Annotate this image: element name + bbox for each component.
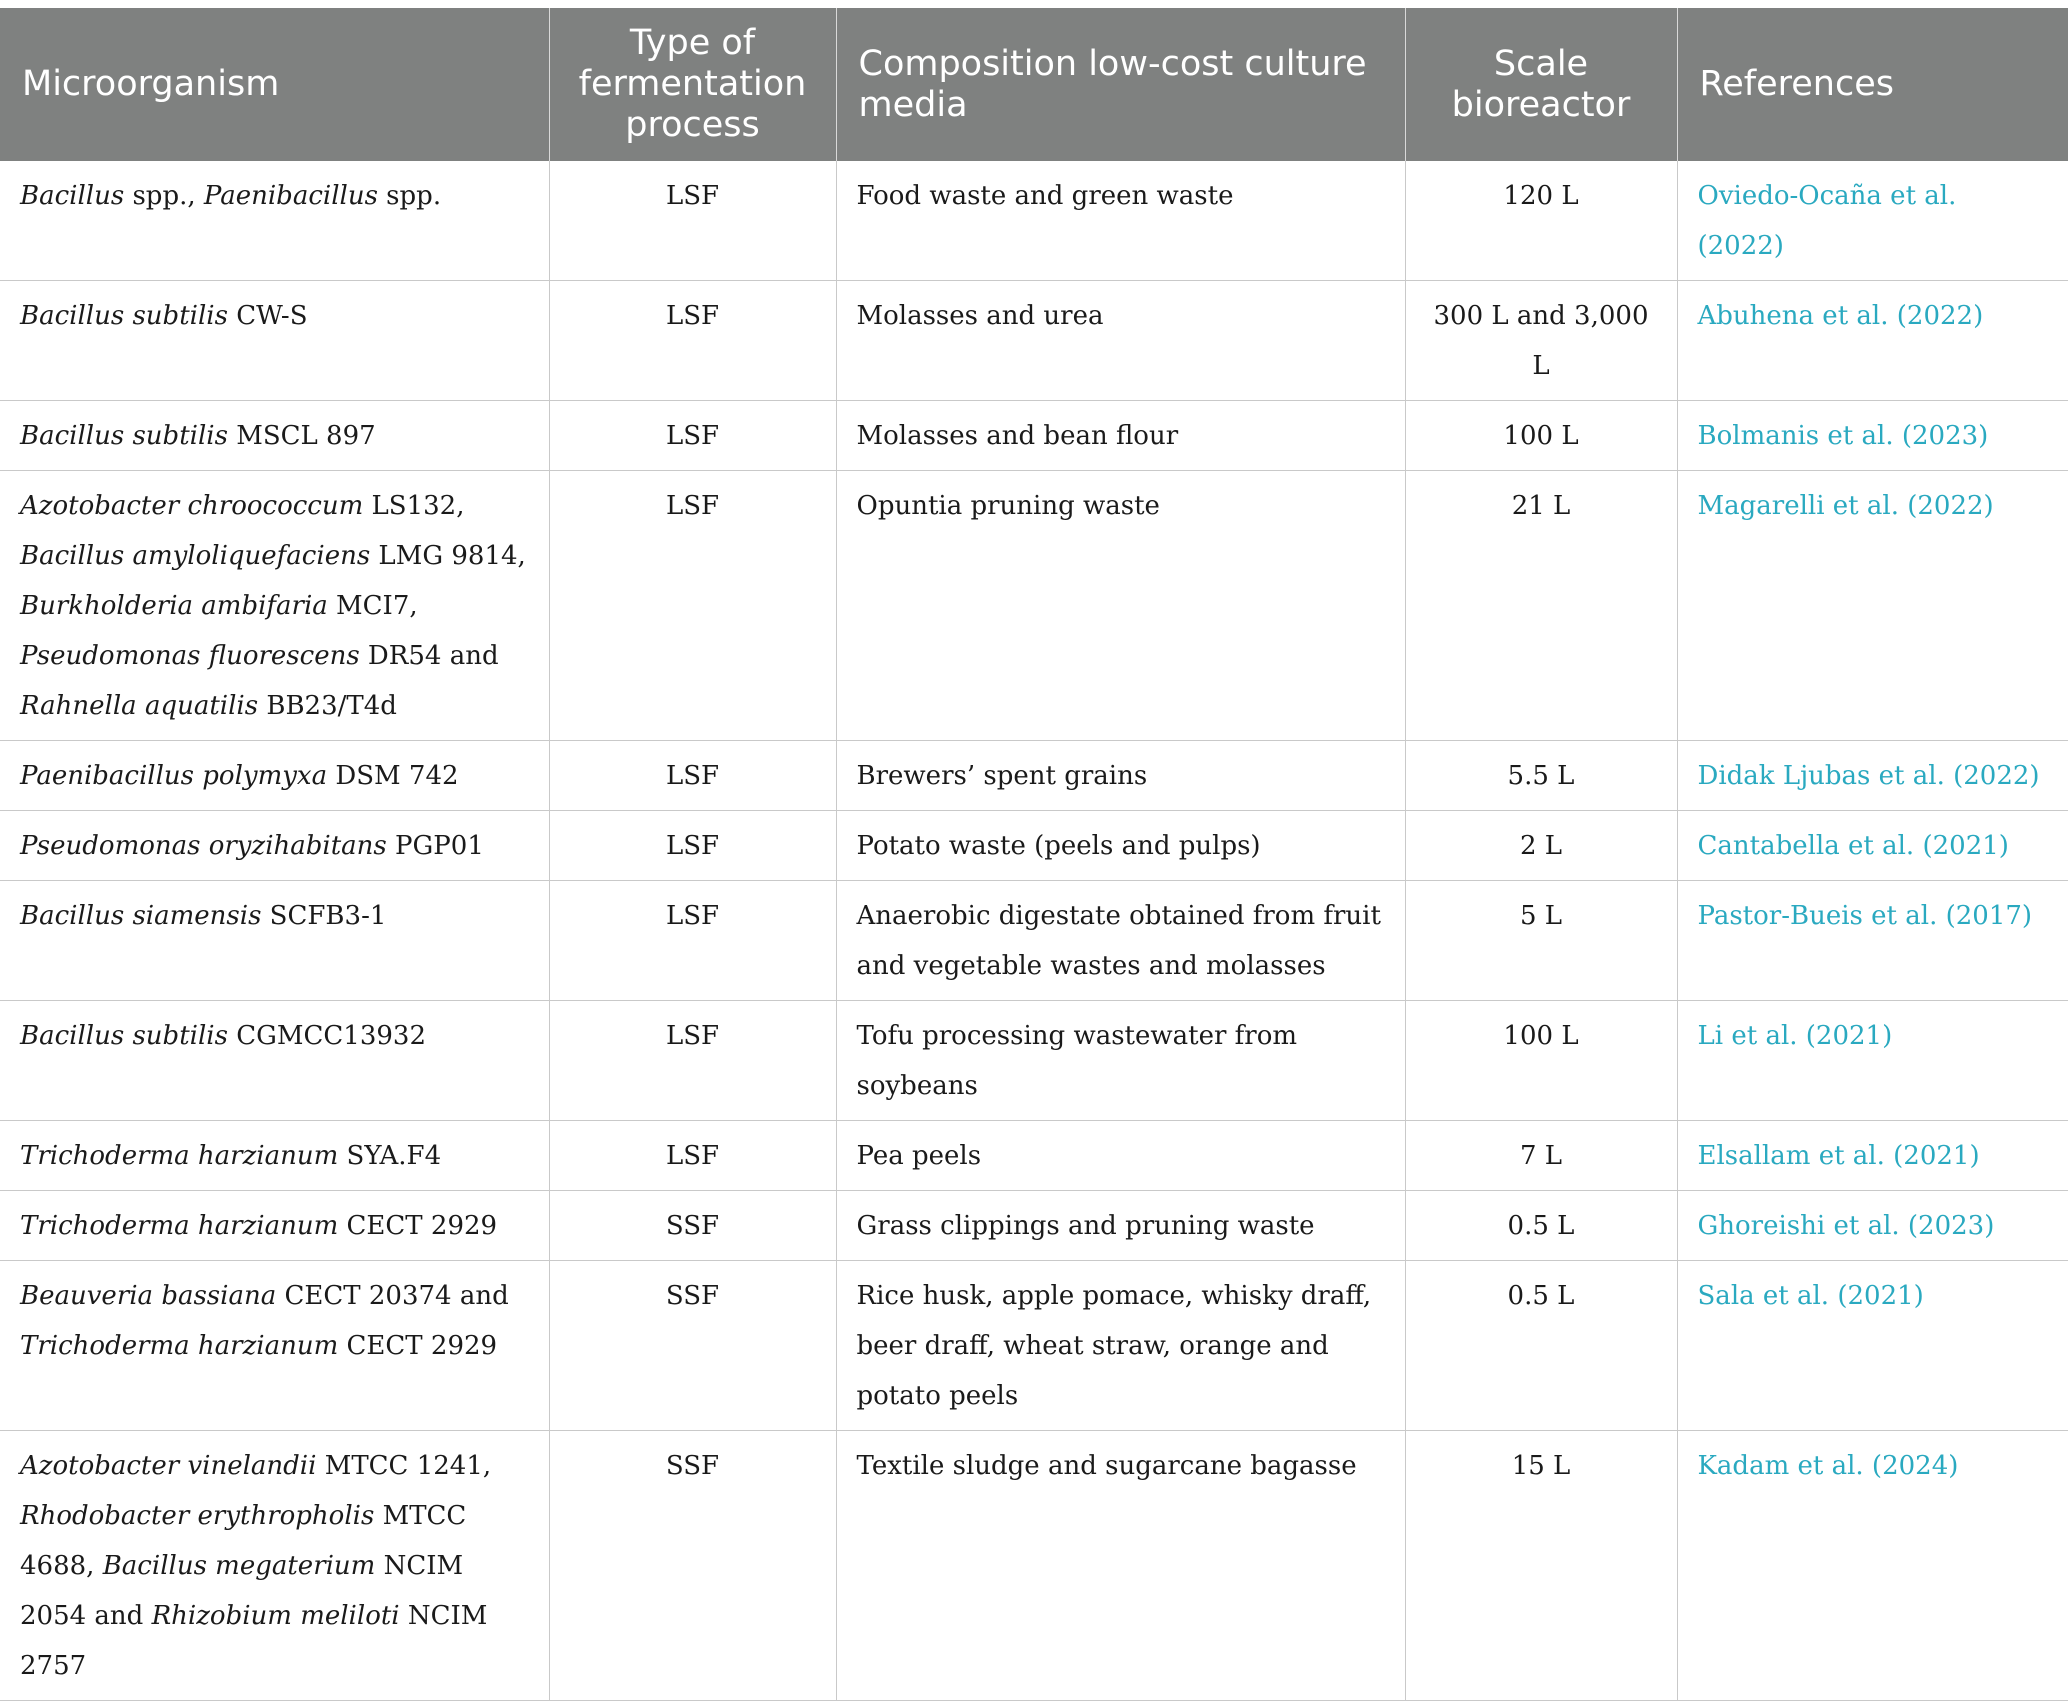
cell-fermentation-type: LSF — [549, 811, 836, 881]
strain-text: CECT 2929 — [338, 1211, 498, 1241]
species-name: Bacillus subtilis — [20, 421, 228, 451]
table-row — [0, 1191, 2068, 1261]
species-name: Pseudomonas oryzihabitans — [20, 831, 387, 861]
strain-text: MTCC 4688, — [20, 1501, 467, 1581]
cell-culture-media: Brewers’ spent grains — [836, 741, 1405, 811]
species-name: Azotobacter vinelandii — [20, 1451, 317, 1481]
cell-culture-media: Potato waste (peels and pulps) — [836, 811, 1405, 881]
cell-microorganism — [0, 881, 549, 1001]
species-name: Bacillus megaterium — [102, 1551, 376, 1581]
cell-fermentation-type: LSF — [549, 401, 836, 471]
cell-microorganism — [0, 741, 549, 811]
cell-culture-media: Molasses and bean flour — [836, 401, 1405, 471]
cell-culture-media: Opuntia pruning waste — [836, 471, 1405, 741]
table-row — [0, 1261, 2068, 1431]
cell-fermentation-type: LSF — [549, 741, 836, 811]
table-row — [0, 471, 2068, 741]
species-name: Bacillus — [20, 181, 125, 211]
species-name: Bacillus siamensis — [20, 901, 262, 931]
cell-microorganism — [0, 1191, 549, 1261]
reference-link[interactable]: Elsallam et al. (2021) — [1677, 1121, 2068, 1191]
strain-text: BB23/T4d — [258, 691, 397, 721]
species-name: Trichoderma harzianum — [20, 1141, 339, 1171]
table-row — [0, 741, 2068, 811]
reference-link[interactable]: Oviedo-Ocaña et al. (2022) — [1677, 161, 2068, 281]
header-fermentation-type: Type of fermentation process — [549, 8, 836, 161]
species-name: Bacillus subtilis — [20, 301, 228, 331]
cell-culture-media: Grass clippings and pruning waste — [836, 1191, 1405, 1261]
strain-text: CW-S — [227, 301, 308, 331]
cell-fermentation-type: SSF — [549, 1431, 836, 1701]
strain-text: PGP01 — [386, 831, 484, 861]
species-name: Trichoderma harzianum — [20, 1211, 339, 1241]
microorganism-table — [0, 8, 2068, 1701]
cell-culture-media: Anaerobic digestate obtained from fruit and vegetable wastes and molasses — [836, 881, 1405, 1001]
cell-microorganism — [0, 1121, 549, 1191]
strain-text: MCI7, — [327, 591, 418, 621]
header-scale-bioreactor: Scale bioreactor — [1405, 8, 1677, 161]
cell-culture-media: Food waste and green waste — [836, 161, 1405, 281]
cell-culture-media: Molasses and urea — [836, 281, 1405, 401]
strain-text: NCIM 2054 and — [20, 1551, 464, 1631]
header-references: References — [1677, 8, 2068, 161]
header-microorganism: Microorganism — [0, 8, 549, 161]
cell-culture-media: Pea peels — [836, 1121, 1405, 1191]
cell-microorganism — [0, 1431, 549, 1701]
cell-microorganism — [0, 161, 549, 281]
species-name: Bacillus subtilis — [20, 1021, 228, 1051]
strain-text: DSM 742 — [327, 761, 459, 791]
cell-fermentation-type: LSF — [549, 881, 836, 1001]
cell-fermentation-type: LSF — [549, 1001, 836, 1121]
cell-fermentation-type: LSF — [549, 471, 836, 741]
species-name: Beauveria bassiana — [20, 1281, 277, 1311]
cell-microorganism — [0, 1261, 549, 1431]
reference-link[interactable]: Cantabella et al. (2021) — [1677, 811, 2068, 881]
cell-culture-media: Textile sludge and sugarcane bagasse — [836, 1431, 1405, 1701]
reference-link[interactable]: Didak Ljubas et al. (2022) — [1677, 741, 2068, 811]
strain-text: SYA.F4 — [338, 1141, 442, 1171]
reference-link[interactable]: Ghoreishi et al. (2023) — [1677, 1191, 2068, 1261]
header-culture-media: Composition low-cost culture media — [836, 8, 1405, 161]
cell-microorganism — [0, 811, 549, 881]
cell-fermentation-type: SSF — [549, 1191, 836, 1261]
cell-scale-bioreactor: 300 L and 3,000 L — [1405, 281, 1677, 401]
cell-fermentation-type: LSF — [549, 1121, 836, 1191]
strain-text: SCFB3-1 — [261, 901, 387, 931]
reference-link[interactable]: Pastor-Bueis et al. (2017) — [1677, 881, 2068, 1001]
reference-link[interactable]: Kadam et al. (2024) — [1677, 1431, 2068, 1701]
species-name: Paenibacillus — [203, 181, 378, 211]
table-row — [0, 401, 2068, 471]
cell-fermentation-type: LSF — [549, 281, 836, 401]
cell-scale-bioreactor: 7 L — [1405, 1121, 1677, 1191]
reference-link[interactable]: Li et al. (2021) — [1677, 1001, 2068, 1121]
table-row — [0, 1121, 2068, 1191]
cell-microorganism — [0, 401, 549, 471]
cell-fermentation-type: LSF — [549, 161, 836, 281]
reference-link[interactable]: Bolmanis et al. (2023) — [1677, 401, 2068, 471]
cell-scale-bioreactor: 5 L — [1405, 881, 1677, 1001]
species-name: Trichoderma harzianum — [20, 1331, 339, 1361]
strain-text: MSCL 897 — [227, 421, 376, 451]
cell-scale-bioreactor: 100 L — [1405, 401, 1677, 471]
reference-link[interactable]: Magarelli et al. (2022) — [1677, 471, 2068, 741]
table-row — [0, 1001, 2068, 1121]
species-name: Bacillus amyloliquefaciens — [20, 541, 371, 571]
cell-scale-bioreactor: 2 L — [1405, 811, 1677, 881]
cell-scale-bioreactor: 21 L — [1405, 471, 1677, 741]
strain-text: spp., — [124, 181, 204, 211]
table-row — [0, 811, 2068, 881]
table-body — [0, 161, 2068, 1701]
strain-text: DR54 and — [359, 641, 499, 671]
cell-microorganism — [0, 471, 549, 741]
reference-link[interactable]: Sala et al. (2021) — [1677, 1261, 2068, 1431]
strain-text: CGMCC13932 — [227, 1021, 426, 1051]
strain-text: LMG 9814, — [370, 541, 526, 571]
header-row — [0, 8, 2068, 161]
species-name: Rhodobacter erythropholis — [20, 1501, 375, 1531]
strain-text: CECT 2929 — [338, 1331, 498, 1361]
reference-link[interactable]: Abuhena et al. (2022) — [1677, 281, 2068, 401]
species-name: Rhizobium meliloti — [151, 1601, 400, 1631]
cell-scale-bioreactor: 0.5 L — [1405, 1191, 1677, 1261]
species-name: Burkholderia ambifaria — [20, 591, 328, 621]
cell-microorganism — [0, 281, 549, 401]
cell-microorganism — [0, 1001, 549, 1121]
cell-scale-bioreactor: 5.5 L — [1405, 741, 1677, 811]
strain-text: LS132, — [363, 491, 465, 521]
cell-culture-media: Tofu processing wastewater from soybeans — [836, 1001, 1405, 1121]
table-row — [0, 281, 2068, 401]
strain-text: MTCC 1241, — [316, 1451, 492, 1481]
cell-fermentation-type: SSF — [549, 1261, 836, 1431]
strain-text: spp. — [377, 181, 442, 211]
cell-scale-bioreactor: 120 L — [1405, 161, 1677, 281]
species-name: Rahnella aquatilis — [20, 691, 259, 721]
species-name: Azotobacter chroococcum — [20, 491, 364, 521]
strain-text: NCIM 2757 — [20, 1601, 488, 1681]
table-row — [0, 1431, 2068, 1701]
strain-text: CECT 20374 and — [276, 1281, 509, 1311]
cell-scale-bioreactor: 0.5 L — [1405, 1261, 1677, 1431]
cell-scale-bioreactor: 15 L — [1405, 1431, 1677, 1701]
table-row — [0, 881, 2068, 1001]
table-header — [0, 8, 2068, 161]
species-name: Pseudomonas fluorescens — [20, 641, 360, 671]
cell-culture-media: Rice husk, apple pomace, whisky draff, beer draff, wheat straw, orange and potato peels — [836, 1261, 1405, 1431]
table-row — [0, 161, 2068, 281]
species-name: Paenibacillus polymyxa — [20, 761, 328, 791]
cell-scale-bioreactor: 100 L — [1405, 1001, 1677, 1121]
